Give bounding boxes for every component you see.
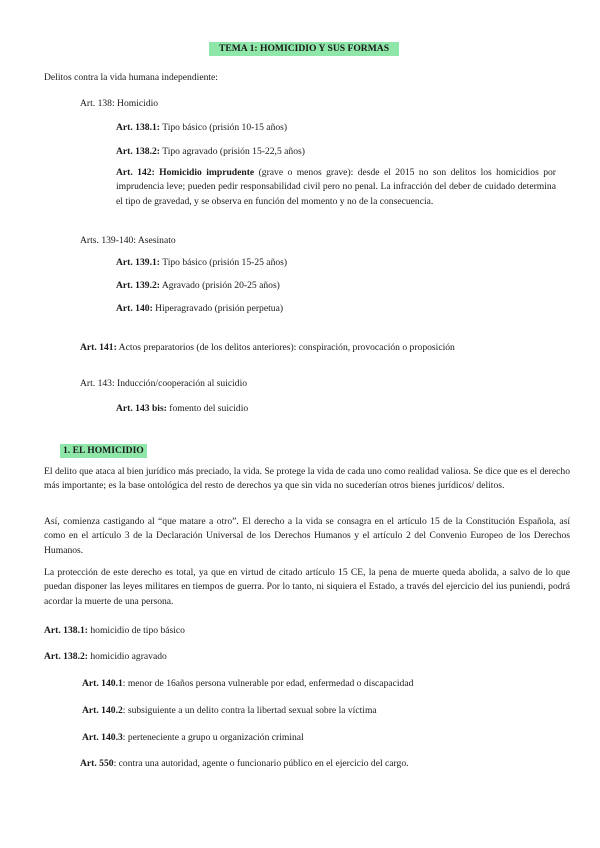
paragraph-3: La protección de este derecho es total, ya que en virtud de citado artículo 15 CE, la pena de muerte queda abolida, a salvo de lo que puedan disponer las leyes militares en tiempos de guerra. Por lo tanto, ni siquiera el Estado, a través del ejercicio del ius puniendi, podrá acordar la muerte de una persona.	[44, 567, 570, 607]
art-139-1: Art. 139.1: Tipo básico (prisión 15-25 años)	[116, 257, 288, 268]
art-140-2: Art. 140.2: subsiguiente a un delito contra la libertad sexual sobre la víctima	[82, 705, 377, 716]
art-143-bis: Art. 143 bis: fomento del suicidio	[116, 403, 249, 414]
art-138-heading: Art. 138: Homicidio	[80, 98, 159, 109]
art-138-1-tipo-basico: Art. 138.1: homicidio de tipo básico	[44, 625, 185, 636]
paragraph-2: Así, comienza castigando al “que matare a otro”. El derecho a la vida se consagra en el artículo 15 de la Constitución Española, así como en el artículo 3 de la Declaración Universal de los Derechos Humanos y el artículo 2 del Convenio Europeo de los Derechos Humanos.	[44, 516, 570, 556]
art-140: Art. 140: Hiperagravado (prisión perpetua)	[116, 303, 284, 314]
paragraph-1: El delito que ataca al bien jurídico más preciado, la vida. Se protege la vida de cada uno como realidad valiosa. Se dice que es el derecho más importante; es la base ontológica del resto de derechos ya que sin vida no sucederían otros bienes jurídicos/ delitos.	[44, 466, 570, 492]
art-141: Art. 141: Actos preparatorios (de los delitos anteriores): conspiración, provocación o proposición	[80, 342, 455, 353]
art-138-1: Art. 138.1: Tipo básico (prisión 10-15 años)	[116, 122, 288, 133]
art-139-2: Art. 139.2: Agravado (prisión 20-25 años)	[116, 280, 280, 291]
art-140-1: Art. 140.1: menor de 16años persona vulnerable por edad, enfermedad o discapacidad	[82, 678, 414, 689]
art-140-3: Art. 140.3: perteneciente a grupo u organización criminal	[82, 732, 304, 743]
page-title: TEMA 1: HOMICIDIO Y SUS FORMAS	[209, 42, 399, 56]
art-550: Art. 550: contra una autoridad, agente o funcionario público en el ejercicio del cargo.	[80, 758, 409, 769]
art-143-heading: Art. 143: Inducción/cooperación al suicidio	[80, 378, 248, 389]
arts-139-140-heading: Arts. 139-140: Asesinato	[80, 235, 176, 246]
art-138-2: Art. 138.2: Tipo agravado (prisión 15-22,5 años)	[116, 146, 305, 157]
intro-line: Delitos contra la vida humana independiente:	[44, 72, 218, 83]
art-142: Art. 142: Homicidio imprudente (grave o menos grave): desde el 2015 no son delitos los homicidios por imprudencia leve; pueden pedir responsabilidad civil pero no penal. La infracción del deber de cuidado determina el tipo de gravedad, y se observa en función del momento y no de la consecuencia.	[116, 167, 556, 207]
section-heading-homicidio: 1. EL HOMICIDIO	[60, 444, 147, 458]
art-138-2-agravado: Art. 138.2: homicidio agravado	[44, 651, 167, 662]
